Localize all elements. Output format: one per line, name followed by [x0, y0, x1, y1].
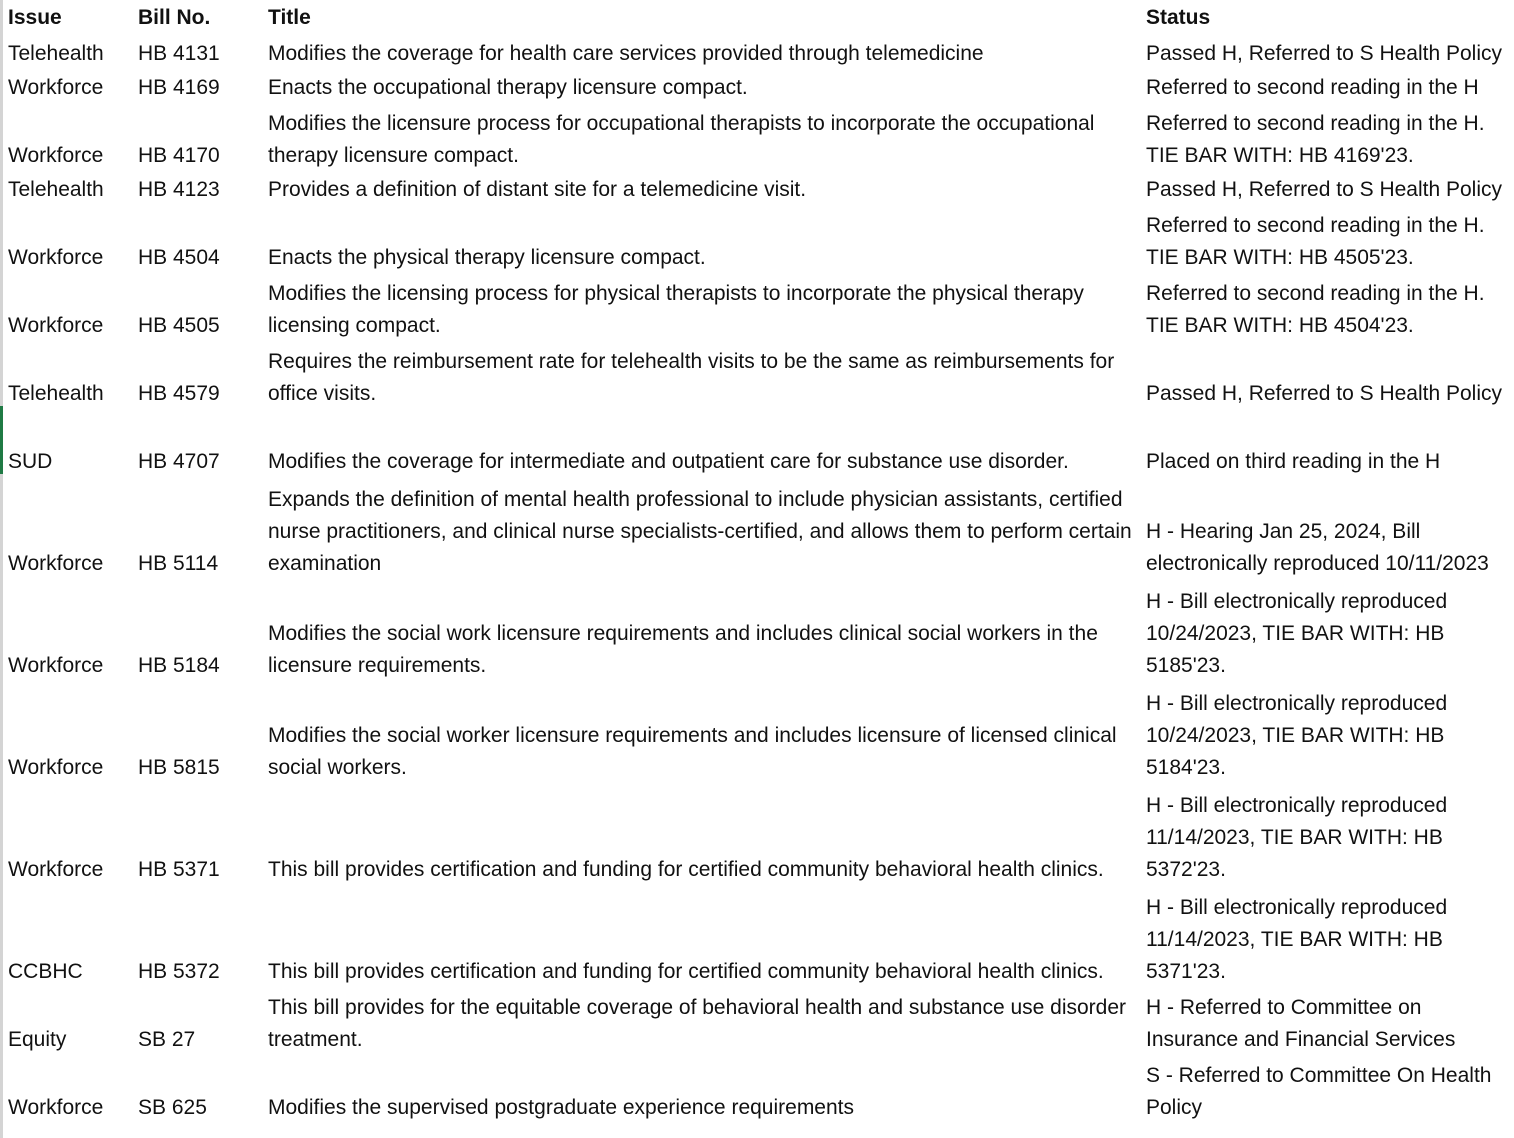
- table-row: [0, 172, 1514, 206]
- cell-bill-no[interactable]: HB 5371: [138, 858, 220, 881]
- cell-status[interactable]: Passed H, Referred to S Health Policy: [1146, 42, 1502, 65]
- cell-bill-no[interactable]: HB 4131: [138, 42, 220, 65]
- cell-title[interactable]: Modifies the licensure process for occupational therapists to incorporate the occupational therapy licensure compact.: [268, 112, 1095, 167]
- cell-issue[interactable]: Workforce: [8, 654, 104, 677]
- cell-status[interactable]: S - Referred to Committee On Health Policy: [1146, 1064, 1492, 1119]
- cell-status[interactable]: H - Bill electronically reproduced 11/14/2023, TIE BAR WITH: HB 5372'23.: [1146, 794, 1448, 881]
- table-row: [0, 988, 1514, 1056]
- cell-bill-no[interactable]: HB 4123: [138, 178, 220, 201]
- table-row: [0, 36, 1514, 70]
- cell-status[interactable]: H - Referred to Committee on Insurance and Financial Services: [1146, 996, 1456, 1051]
- cell-bill-no[interactable]: HB 4579: [138, 382, 220, 405]
- cell-title[interactable]: Expands the definition of mental health professional to include physician assistants, certified nurse practitioners, and clinical nurse specialists-certified, and allows them to perform certain examination: [268, 488, 1132, 575]
- cell-bill-no[interactable]: HB 4505: [138, 314, 220, 337]
- cell-title[interactable]: This bill provides certification and funding for certified community behavioral health clinics.: [268, 858, 1104, 881]
- cell-title[interactable]: This bill provides for the equitable coverage of behavioral health and substance use disorder treatment.: [268, 996, 1127, 1051]
- cell-title[interactable]: Modifies the social work licensure requirements and includes clinical social workers in the licensure requirements.: [268, 622, 1098, 677]
- cell-bill-no[interactable]: HB 5372: [138, 960, 220, 983]
- table-row: [0, 104, 1514, 172]
- table-row: [0, 274, 1514, 342]
- cell-issue[interactable]: Workforce: [8, 144, 104, 167]
- cell-issue[interactable]: Workforce: [8, 756, 104, 779]
- cell-issue[interactable]: Workforce: [8, 76, 104, 99]
- cell-bill-no[interactable]: SB 27: [138, 1028, 196, 1051]
- cell-title[interactable]: This bill provides certification and funding for certified community behavioral health clinics.: [268, 960, 1104, 983]
- header-row: [0, 0, 1514, 36]
- cell-title[interactable]: Modifies the licensing process for physical therapists to incorporate the physical therapy licensing compact.: [268, 282, 1084, 337]
- cell-status[interactable]: Referred to second reading in the H. TIE BAR WITH: HB 4504'23.: [1146, 282, 1485, 337]
- table-row: [0, 1056, 1514, 1124]
- cell-bill-no[interactable]: SB 625: [138, 1096, 207, 1119]
- cell-bill-no[interactable]: HB 4707: [138, 450, 220, 473]
- cell-issue[interactable]: Workforce: [8, 858, 104, 881]
- cell-status[interactable]: Referred to second reading in the H. TIE BAR WITH: HB 4169'23.: [1146, 112, 1485, 167]
- cell-title[interactable]: Enacts the occupational therapy licensure compact.: [268, 76, 748, 99]
- cell-bill-no[interactable]: HB 5184: [138, 654, 220, 677]
- header-issue[interactable]: Issue: [8, 6, 62, 29]
- cell-issue[interactable]: Workforce: [8, 314, 104, 337]
- cell-issue[interactable]: Telehealth: [8, 178, 104, 201]
- table-row: [0, 784, 1514, 886]
- cell-issue[interactable]: Telehealth: [8, 42, 104, 65]
- cell-status[interactable]: H - Bill electronically reproduced 11/14/2023, TIE BAR WITH: HB 5371'23.: [1146, 896, 1448, 983]
- cell-title[interactable]: Modifies the coverage for intermediate and outpatient care for substance use disorder.: [268, 450, 1069, 473]
- cell-issue[interactable]: Workforce: [8, 246, 104, 269]
- header-status[interactable]: Status: [1146, 6, 1211, 29]
- cell-status[interactable]: Referred to second reading in the H. TIE BAR WITH: HB 4505'23.: [1146, 214, 1485, 269]
- header-title[interactable]: Title: [268, 6, 311, 29]
- cell-issue[interactable]: SUD: [8, 450, 53, 473]
- cell-bill-no[interactable]: HB 5114: [138, 552, 219, 575]
- table-row: [0, 478, 1514, 580]
- cell-issue[interactable]: Workforce: [8, 1096, 104, 1119]
- cell-title[interactable]: Modifies the coverage for health care services provided through telemedicine: [268, 42, 984, 65]
- cell-status[interactable]: H - Hearing Jan 25, 2024, Bill electronically reproduced 10/11/2023: [1146, 520, 1489, 575]
- cell-bill-no[interactable]: HB 5815: [138, 756, 220, 779]
- cell-status[interactable]: Placed on third reading in the H: [1146, 450, 1441, 473]
- cell-status[interactable]: Passed H, Referred to S Health Policy: [1146, 382, 1502, 405]
- cell-issue[interactable]: CCBHC: [8, 960, 83, 983]
- cell-issue[interactable]: Equity: [8, 1028, 67, 1051]
- cell-title[interactable]: Modifies the social worker licensure requirements and includes licensure of licensed clinical social workers.: [268, 724, 1117, 779]
- table-row: [0, 206, 1514, 274]
- cell-status[interactable]: H - Bill electronically reproduced 10/24/2023, TIE BAR WITH: HB 5184'23.: [1146, 692, 1448, 779]
- cell-title[interactable]: Provides a definition of distant site for a telemedicine visit.: [268, 178, 807, 201]
- table-row: [0, 682, 1514, 784]
- cell-issue[interactable]: Workforce: [8, 552, 104, 575]
- cell-bill-no[interactable]: HB 4170: [138, 144, 220, 167]
- cell-bill-no[interactable]: HB 4169: [138, 76, 220, 99]
- cell-title[interactable]: Enacts the physical therapy licensure compact.: [268, 246, 706, 269]
- cell-status[interactable]: Referred to second reading in the H: [1146, 76, 1479, 99]
- cell-title[interactable]: Requires the reimbursement rate for telehealth visits to be the same as reimbursements for office visits.: [268, 350, 1115, 405]
- cell-issue[interactable]: Telehealth: [8, 382, 104, 405]
- table-row: [0, 342, 1514, 410]
- table-row: [0, 410, 1514, 478]
- table-row: [0, 70, 1514, 104]
- cell-status[interactable]: Passed H, Referred to S Health Policy: [1146, 178, 1502, 201]
- cell-bill-no[interactable]: HB 4504: [138, 246, 220, 269]
- cell-status[interactable]: H - Bill electronically reproduced 10/24/2023, TIE BAR WITH: HB 5185'23.: [1146, 590, 1448, 677]
- table-row: [0, 886, 1514, 988]
- cell-title[interactable]: Modifies the supervised postgraduate experience requirements: [268, 1096, 855, 1119]
- header-bill-no[interactable]: Bill No.: [138, 6, 211, 29]
- table-row: [0, 580, 1514, 682]
